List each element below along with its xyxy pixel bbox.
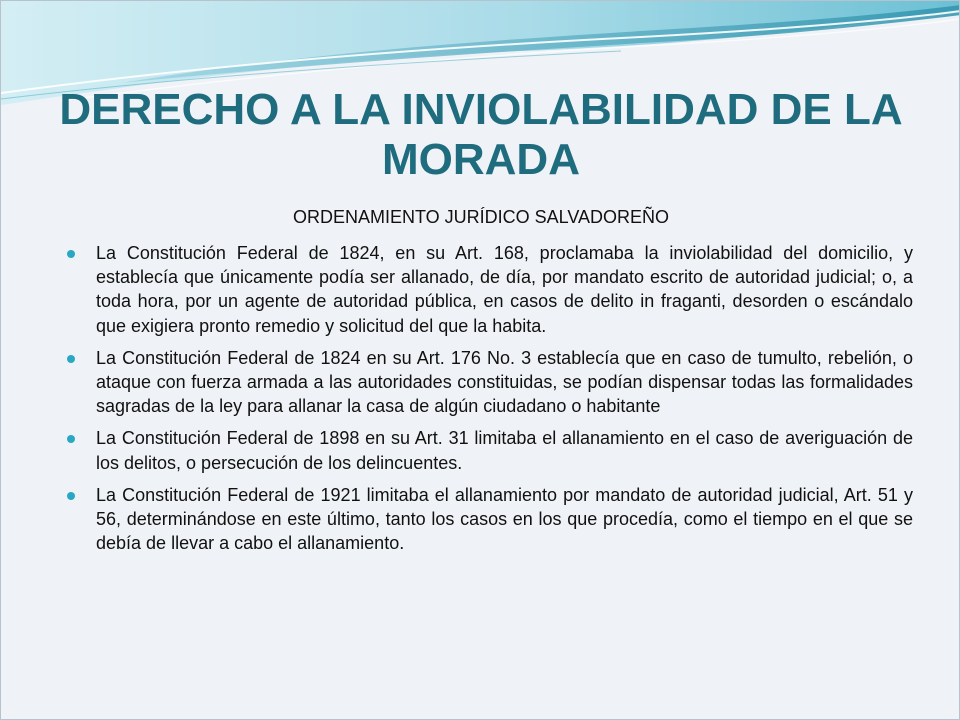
bullet-dot-icon xyxy=(67,435,75,443)
slide-title: DERECHO A LA INVIOLABILIDAD DE LA MORADA xyxy=(59,85,903,184)
bullet-dot-icon xyxy=(67,492,75,500)
bullet-text: La Constitución Federal de 1824 en su Art. 176 No. 3 establecía que en caso de tumulto, rebelión, o ataque con fuerza armada a las autoridades constituidas, se podían dispensar todas las formalidades sagradas de la ley para allanar la casa de algún ciudadano o habitante xyxy=(96,347,913,417)
bullet-text: La Constitución Federal de 1921 limitaba el allanamiento por mandato de autoridad judicial, Art. 51 y 56, determinándose en este último, tanto los casos en los que procedía, como el tiempo en el que se debía de llevar a cabo el allanamiento. xyxy=(96,484,913,554)
bullet-dot-icon xyxy=(67,355,75,363)
bullet-item xyxy=(67,483,913,556)
bullet-list xyxy=(67,241,913,555)
bullet-dot-icon xyxy=(67,250,75,258)
bullet-item xyxy=(67,346,913,419)
bullet-item xyxy=(67,241,913,338)
bullet-text: La Constitución Federal de 1824, en su Art. 168, proclamaba la inviolabilidad del domicilio, y establecía que únicamente podía ser allanado, de día, por mandato escrito de autoridad judicial; o, a toda hora, por un agente de autoridad pública, en casos de delito in fraganti, desorden o escándalo que exigiera pronto remedio y solicitud del que la habita. xyxy=(96,243,913,336)
bullet-text: La Constitución Federal de 1898 en su Art. 31 limitaba el allanamiento en el caso de averiguación de los delitos, o persecución de los delincuentes. xyxy=(96,428,913,473)
slide-subtitle: ORDENAMIENTO JURÍDICO SALVADOREÑO xyxy=(292,207,670,227)
bullet-item xyxy=(67,426,913,474)
